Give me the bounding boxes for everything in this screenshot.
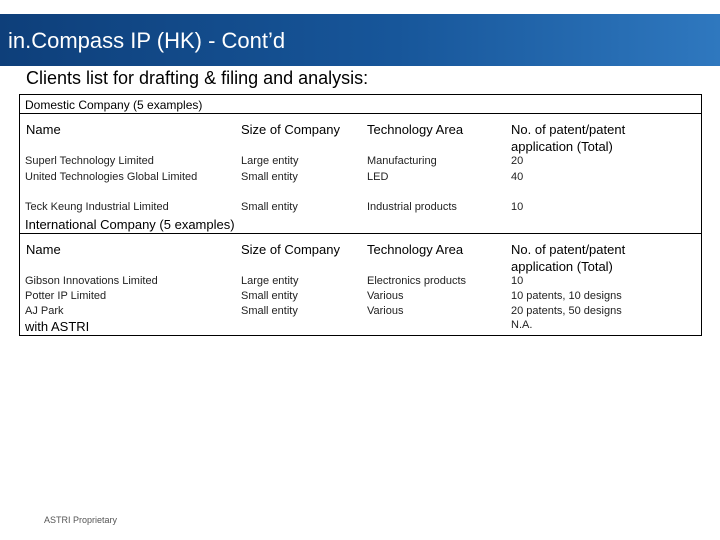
domestic-row-count: 20: [511, 155, 524, 167]
international-row-size: Small entity: [241, 290, 298, 302]
international-section-label: International Company (5 examples): [25, 217, 235, 232]
international-row-size: Small entity: [241, 305, 298, 317]
domestic-header-name: Name: [26, 122, 61, 137]
international-header-count: No. of patent/patent: [511, 242, 626, 257]
international-header-count-line2: application (Total): [511, 259, 613, 274]
domestic-row-name: Teck Keung Industrial Limited: [25, 201, 169, 213]
slide-subtitle: Clients list for drafting & filing and analysis:: [26, 68, 369, 88]
international-header-area: Technology Area: [367, 242, 464, 257]
international-row-size: Large entity: [241, 275, 299, 287]
international-row-area: Various: [367, 290, 404, 302]
footer-proprietary: ASTRI Proprietary: [44, 515, 118, 525]
domestic-row-name: United Technologies Global Limited: [25, 171, 198, 183]
domestic-row-size: Small entity: [241, 201, 298, 213]
international-row-area: Electronics products: [367, 275, 467, 287]
domestic-row-count: 40: [511, 171, 524, 183]
domestic-row-size: Small entity: [241, 171, 298, 183]
slide-title: in.Compass IP (HK) - Cont’d: [8, 28, 286, 53]
domestic-row-area: Industrial products: [367, 201, 457, 213]
domestic-row-area: LED: [367, 171, 389, 183]
international-row-name: Gibson Innovations Limited: [25, 275, 158, 287]
domestic-row-size: Large entity: [241, 155, 299, 167]
international-row-count: 20 patents, 50 designs: [511, 305, 622, 317]
international-row-name: AJ Park: [25, 305, 64, 317]
domestic-header-count-line2: application (Total): [511, 139, 613, 154]
international-header-name: Name: [26, 242, 61, 257]
international-row-name: Potter IP Limited: [25, 290, 107, 302]
astri-row-count: N.A.: [511, 319, 533, 331]
domestic-row-count: 10: [511, 201, 524, 213]
domestic-header-count: No. of patent/patent: [511, 122, 626, 137]
international-row-count: 10: [511, 275, 524, 287]
international-header-size: Size of Company: [241, 242, 340, 257]
international-header-divider: [20, 233, 701, 234]
international-row-count: 10 patents, 10 designs: [511, 290, 622, 302]
domestic-header-divider: [20, 113, 701, 114]
domestic-section-label: Domestic Company (5 examples): [25, 98, 203, 112]
domestic-row-name: Superl Technology Limited: [25, 155, 154, 167]
domestic-header-area: Technology Area: [367, 122, 464, 137]
domestic-header-size: Size of Company: [241, 122, 340, 137]
international-row-area: Various: [367, 305, 404, 317]
astri-row-label: with ASTRI: [25, 319, 90, 334]
title-bar: [0, 14, 720, 66]
domestic-row-area: Manufacturing: [367, 155, 437, 167]
